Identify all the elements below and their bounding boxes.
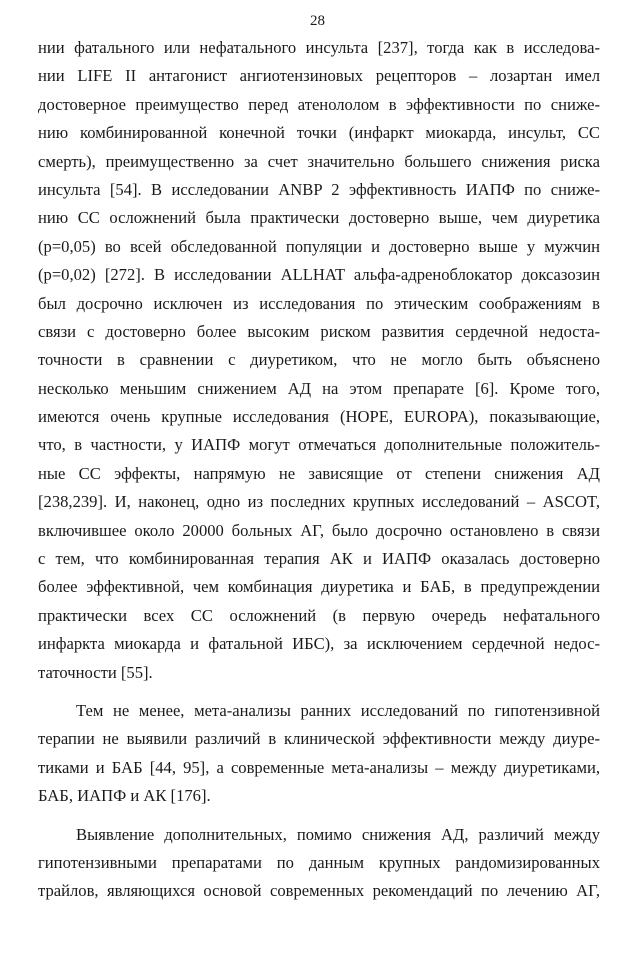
text-line: смерть), преимущественно за счет значительно большего снижения риска (38, 151, 600, 171)
text-line: достоверное преимущество перед атенололом в эффективности по сниже- (38, 94, 600, 114)
paragraph-3 (38, 821, 600, 906)
text-line: ные СС эффекты, напрямую не зависящие от степени снижения АД (38, 463, 600, 483)
text-line: инсульта [54]. В исследовании ANBP 2 эффективность ИАПФ по сниже- (38, 179, 600, 199)
page-number: 28 (310, 13, 325, 29)
text-line: точности в сравнении с диуретиком, что не могло быть объяснено (38, 350, 600, 370)
text-line: нии фатального или нефатального инсульта [237], тогда как в исследова- (38, 38, 600, 57)
text-line: был досрочно исключен из исследования по этическим соображениям в (38, 293, 600, 313)
text-line: Тем не менее, мета-анализы ранних исследований по гипотензивной (76, 700, 600, 720)
text-line: гипотензивными препаратами по данным крупных рандомизированных (38, 852, 600, 872)
text-line: связи с достоверно более высоким риском развития сердечной недоста- (38, 321, 600, 341)
text-line: несколько меньшим снижением АД на этом препарате [6]. Кроме того, (38, 378, 600, 398)
text-line: инфаркта миокарда и фатальной ИБС), за исключением сердечной недос- (38, 634, 600, 654)
text-line: трайлов, являющихся основой современных рекомендаций по лечению АГ, (38, 881, 600, 901)
text-line: таточности [55]. (38, 662, 153, 682)
paragraph-1 (38, 34, 600, 687)
text-line: БАБ, ИАПФ и АК [176]. (38, 786, 211, 806)
text-line: терапии не выявили различий в клинической эффективности между диуре- (38, 729, 600, 749)
text-line: более эффективной, чем комбинация диуретика и БАБ, в предупреждении (38, 577, 600, 597)
text-line: имеются очень крупные исследования (HOPE, EUROPA), показывающие, (38, 407, 600, 427)
text-line: нии LIFE II антагонист ангиотензиновых рецепторов – лозартан имел (38, 66, 600, 86)
text-line: практически всех СС осложнений (в первую очередь нефатального (38, 605, 600, 625)
text-line: с тем, что комбинированная терапия АК и ИАПФ оказалась достоверно (38, 549, 600, 569)
text-line: тиками и БАБ [44, 95], а современные мета-анализы – между диуретиками, (38, 757, 600, 777)
text-line: (р=0,02) [272]. В исследовании ALLHAT альфа-адреноблокатор доксазозин (38, 265, 600, 285)
paragraph-2 (38, 697, 600, 811)
text-line: [238,239]. И, наконец, одно из последних крупных исследований – ASCOT, (38, 492, 600, 512)
text-line: что, в частности, у ИАПФ могут отмечаться дополнительные положитель- (38, 435, 600, 455)
text-line: Выявление дополнительных, помимо снижения АД, различий между (76, 824, 600, 844)
text-line: нию комбинированной конечной точки (инфаркт миокарда, инсульт, СС (38, 123, 600, 143)
text-line: нию СС осложнений была практически достоверно выше, чем диуретика (38, 208, 600, 228)
body-text (38, 34, 600, 906)
text-line: (р=0,05) во всей обследованной популяции и достоверно выше у мужчин (38, 236, 600, 256)
text-line: включившее около 20000 больных АГ, было досрочно остановлено в связи (38, 520, 600, 540)
